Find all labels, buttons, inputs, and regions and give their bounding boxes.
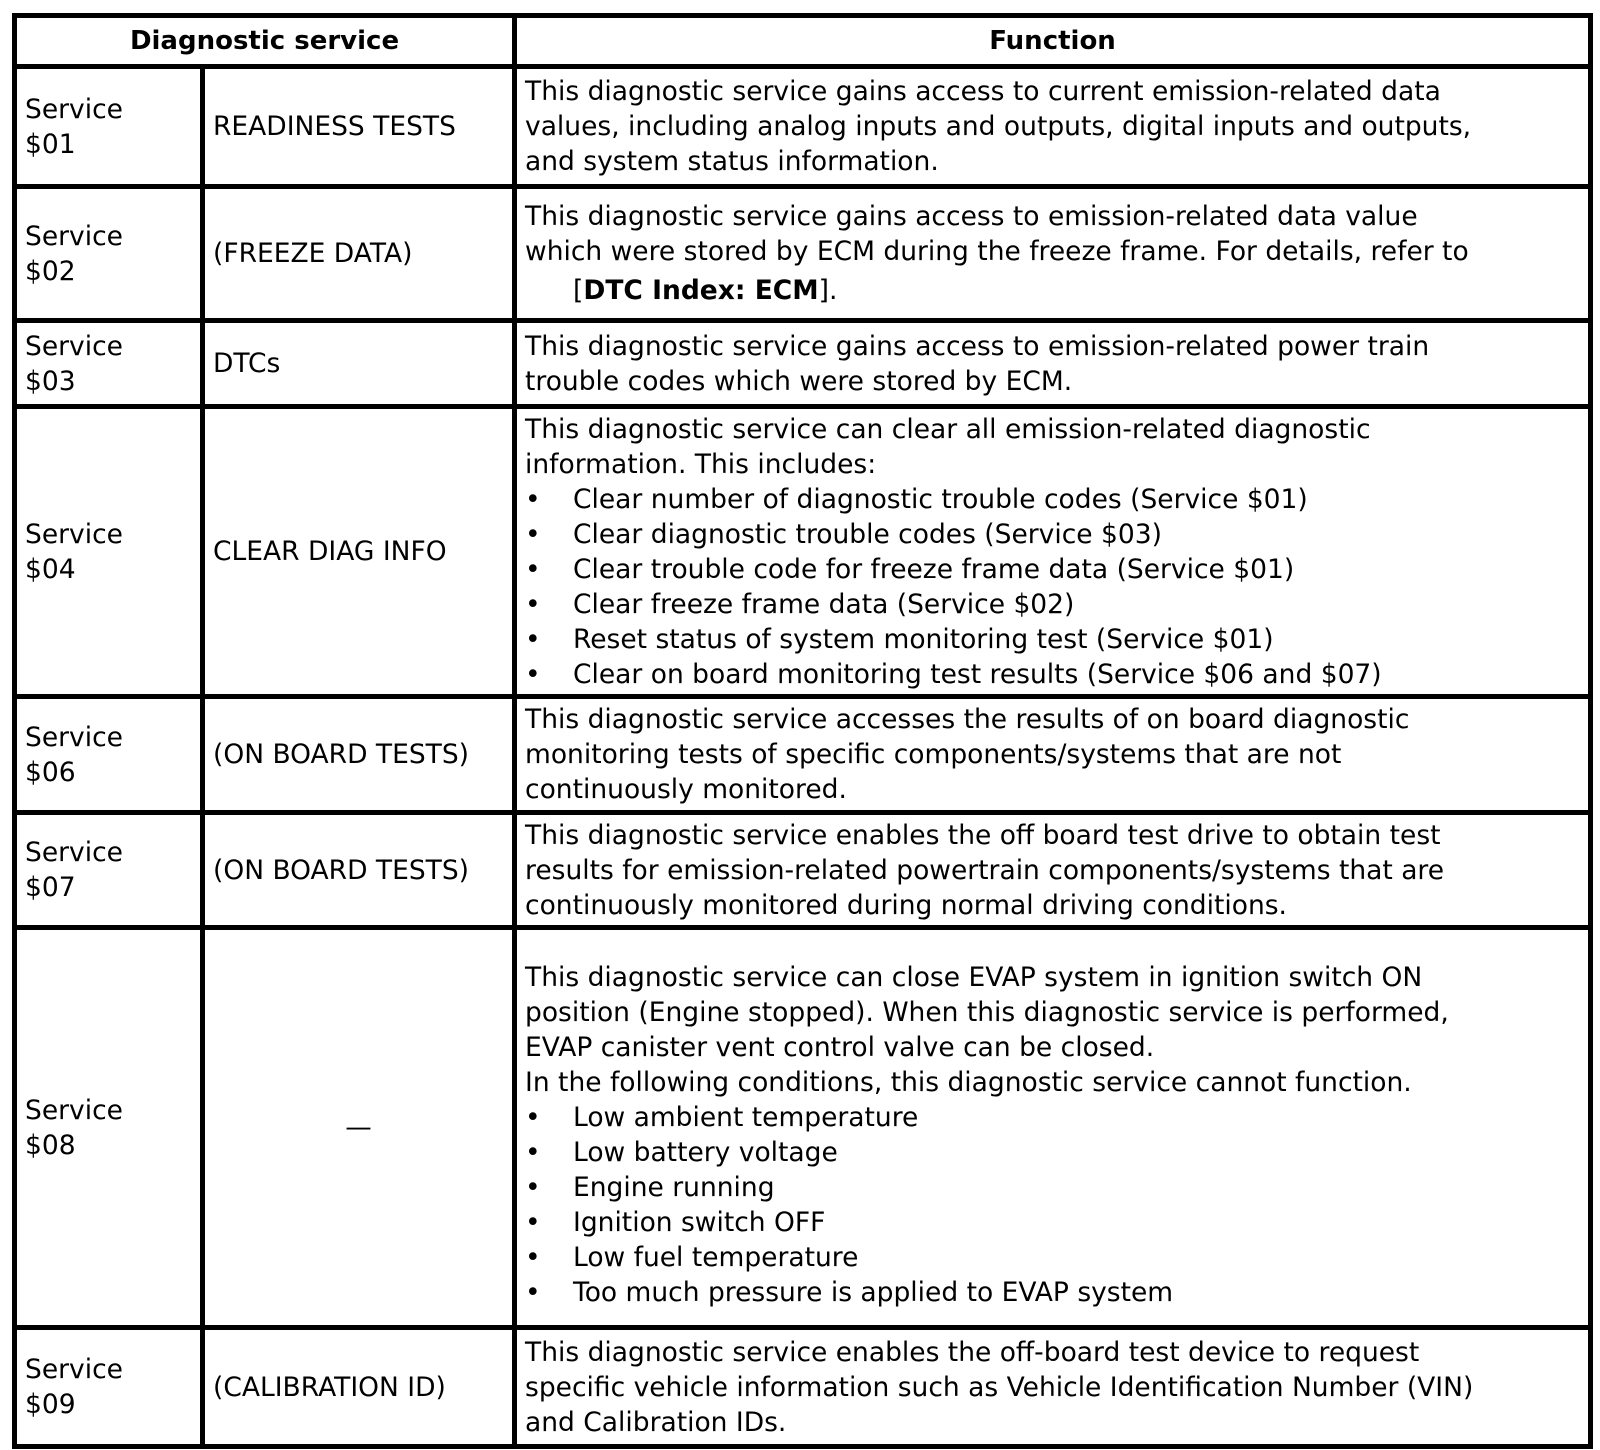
service-name-cell: (CALIBRATION ID)	[203, 1328, 515, 1447]
function-text: and system status information.	[525, 146, 939, 177]
service-name-cell: READINESS TESTS	[203, 67, 515, 187]
table-row	[15, 407, 1591, 697]
function-text: This diagnostic service accesses the results of on board diagnostic	[525, 704, 1410, 735]
table-row	[15, 697, 1591, 813]
header-diagnostic-service: Diagnostic service	[15, 16, 515, 67]
service-label: Service	[25, 1354, 123, 1385]
bullet-item: • Clear number of diagnostic trouble codes (Service $01)	[525, 482, 1580, 517]
function-text: trouble codes which were stored by ECM.	[525, 365, 1073, 397]
service-name-cell: CLEAR DIAG INFO	[203, 407, 515, 697]
function-text: This diagnostic service enables the off board test drive to obtain test	[525, 819, 1441, 851]
bullet-item: • Low ambient temperature	[525, 1100, 1580, 1135]
table-row	[15, 187, 1591, 321]
service-id-cell	[15, 187, 203, 321]
bullet-item: • Clear trouble code for freeze frame data (Service $01)	[525, 552, 1580, 587]
function-text: In the following conditions, this diagnostic service cannot function.	[525, 1066, 1412, 1098]
service-code: $09	[25, 1389, 76, 1420]
bullet-item: • Ignition switch OFF	[525, 1205, 1580, 1240]
function-cell	[515, 407, 1591, 697]
dtc-index-link[interactable]: DTC Index: ECM	[583, 275, 819, 306]
service-label: Service	[25, 220, 123, 252]
function-cell	[515, 1328, 1591, 1447]
service-id-cell	[15, 813, 203, 928]
service-id-cell	[15, 67, 203, 187]
bullet-item: • Low battery voltage	[525, 1135, 1580, 1170]
service-label: Service	[25, 837, 123, 868]
function-cell	[515, 697, 1591, 813]
function-text: This diagnostic service can close EVAP system in ignition switch ON	[525, 961, 1423, 993]
table-row	[15, 813, 1591, 928]
service-id-cell	[15, 928, 203, 1328]
function-text: continuously monitored.	[525, 774, 847, 805]
bullet-item: • Too much pressure is applied to EVAP system	[525, 1275, 1580, 1310]
service-id-cell	[15, 321, 203, 407]
service-name-cell: (ON BOARD TESTS)	[203, 697, 515, 813]
service-label: Service	[25, 93, 123, 125]
service-code: $02	[25, 255, 76, 287]
service-label: Service	[25, 518, 123, 550]
function-text: EVAP canister vent control valve can be closed.	[525, 1031, 1155, 1063]
header-function: Function	[515, 16, 1591, 67]
table-row	[15, 1328, 1591, 1447]
service-code: $08	[25, 1129, 76, 1161]
function-text: This diagnostic service can clear all emission-related diagnostic	[525, 413, 1371, 445]
function-cell	[515, 813, 1591, 928]
service-label: Service	[25, 1094, 123, 1126]
diagnostic-service-table	[12, 13, 1593, 1449]
service-code: $04	[25, 553, 76, 585]
function-text: continuously monitored during normal driving conditions.	[525, 889, 1287, 921]
function-cell	[515, 321, 1591, 407]
function-cell	[515, 928, 1591, 1328]
function-text: This diagnostic service enables the off-board test device to request	[525, 1336, 1420, 1368]
table-header-row	[15, 16, 1591, 67]
service-name-cell: DTCs	[203, 321, 515, 407]
table-row	[15, 928, 1591, 1328]
service-name-cell: (ON BOARD TESTS)	[203, 813, 515, 928]
service-code: $07	[25, 872, 76, 903]
function-text: and Calibration IDs.	[525, 1406, 787, 1438]
service-id-cell	[15, 1328, 203, 1447]
service-label: Service	[25, 721, 123, 753]
bullet-item: • Engine running	[525, 1170, 1580, 1205]
service-id-cell	[15, 697, 203, 813]
function-text: information. This includes:	[525, 448, 877, 480]
service-name-cell: (FREEZE DATA)	[203, 187, 515, 321]
function-text: This diagnostic service gains access to emission-related data value	[525, 201, 1418, 232]
service-code: $06	[25, 756, 76, 788]
bullet-item: • Reset status of system monitoring test (Service $01)	[525, 622, 1580, 657]
function-text: specific vehicle information such as Vehicle Identification Number (VIN)	[525, 1371, 1474, 1403]
function-cell	[515, 187, 1591, 321]
bullet-item: • Clear freeze frame data (Service $02)	[525, 587, 1580, 622]
table-row	[15, 67, 1591, 187]
dtc-index-reference: [DTC Index: ECM].	[573, 275, 838, 306]
function-text: This diagnostic service gains access to emission-related power train	[525, 330, 1430, 362]
service-code: $03	[25, 365, 76, 397]
function-text: which were stored by ECM during the freeze frame. For details, refer to	[525, 236, 1469, 267]
bullet-item: • Clear on board monitoring test results (Service $06 and $07)	[525, 657, 1580, 692]
service-label: Service	[25, 330, 123, 362]
function-text: results for emission-related powertrain components/systems that are	[525, 854, 1445, 886]
function-text: This diagnostic service gains access to current emission-related data	[525, 76, 1441, 107]
service-code: $01	[25, 128, 76, 160]
function-text: position (Engine stopped). When this diagnostic service is performed,	[525, 996, 1449, 1028]
service-name-cell-empty: —	[203, 928, 515, 1328]
function-text: monitoring tests of specific components/systems that are not	[525, 739, 1342, 770]
table-row	[15, 321, 1591, 407]
function-text: values, including analog inputs and outputs, digital inputs and outputs,	[525, 111, 1472, 142]
function-cell	[515, 67, 1591, 187]
bullet-item: • Low fuel temperature	[525, 1240, 1580, 1275]
service-id-cell	[15, 407, 203, 697]
bullet-item: • Clear diagnostic trouble codes (Service $03)	[525, 517, 1580, 552]
